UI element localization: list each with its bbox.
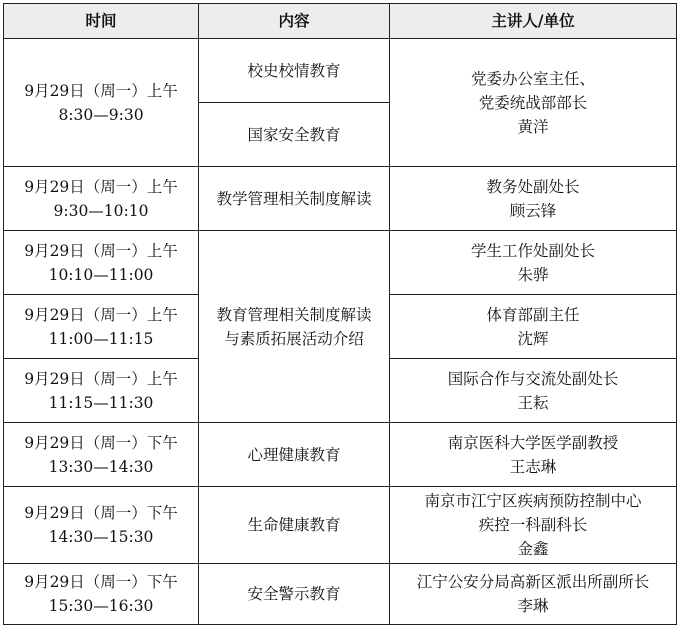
time-range-text: 14:30—15:30 bbox=[48, 528, 154, 546]
time-cell bbox=[4, 564, 199, 625]
speaker-name: 顾云锋 bbox=[509, 201, 557, 220]
content-text: 生命健康教育 bbox=[247, 516, 341, 534]
time-range-text: 15:30—16:30 bbox=[48, 597, 154, 615]
speaker-title: 体育部副主任 bbox=[486, 305, 580, 324]
time-cell bbox=[4, 423, 199, 487]
speaker-title: 国际合作与交流处副处长 bbox=[447, 369, 619, 388]
time-range-text: 9:30—10:10 bbox=[53, 201, 149, 220]
speaker-name: 朱骅 bbox=[517, 265, 549, 284]
speaker-cell bbox=[390, 295, 677, 359]
time-range-text: 11:15—11:30 bbox=[48, 393, 154, 412]
time-range-text: 13:30—14:30 bbox=[48, 457, 154, 476]
speaker-cell bbox=[390, 359, 677, 423]
header-time: 时间 bbox=[4, 4, 199, 39]
content-cell bbox=[199, 167, 390, 231]
content-text: 国家安全教育 bbox=[247, 125, 341, 144]
content-cell bbox=[199, 39, 390, 103]
header-content: 内容 bbox=[199, 4, 390, 39]
content-text: 校史校情教育 bbox=[247, 61, 341, 80]
content-text: 与素质拓展活动介绍 bbox=[224, 329, 364, 348]
table-row bbox=[4, 564, 677, 625]
speaker-title: 教务处副处长 bbox=[486, 177, 580, 196]
table-row bbox=[4, 423, 677, 487]
speaker-cell bbox=[390, 39, 677, 167]
date-text: 9月29日（周一）上午 bbox=[24, 81, 178, 100]
speaker-cell bbox=[390, 231, 677, 295]
table-row bbox=[4, 39, 677, 103]
date-text: 9月29日（周一）上午 bbox=[24, 305, 178, 324]
speaker-name: 黄洋 bbox=[517, 117, 549, 136]
speaker-title: 江宁公安分局高新区派出所副所长 bbox=[416, 573, 650, 591]
table-row bbox=[4, 231, 677, 295]
speaker-cell bbox=[390, 487, 677, 564]
table-row bbox=[4, 167, 677, 231]
content-text: 教学管理相关制度解读 bbox=[216, 189, 372, 208]
date-text: 9月29日（周一）上午 bbox=[24, 177, 178, 196]
content-cell bbox=[199, 487, 390, 564]
schedule-table bbox=[3, 3, 677, 625]
date-text: 9月29日（周一）上午 bbox=[24, 241, 178, 260]
speaker-title: 党委统战部部长 bbox=[478, 93, 588, 112]
time-range-text: 8:30—9:30 bbox=[58, 105, 144, 124]
header-row bbox=[4, 4, 677, 39]
content-text: 安全警示教育 bbox=[247, 585, 341, 603]
speaker-name: 李琳 bbox=[517, 597, 549, 615]
content-text: 心理健康教育 bbox=[247, 445, 341, 464]
speaker-name: 金鑫 bbox=[517, 540, 549, 558]
table-row bbox=[4, 487, 677, 564]
date-text: 9月29日（周一）上午 bbox=[24, 369, 178, 388]
speaker-title: 党委办公室主任、 bbox=[470, 69, 595, 88]
speaker-cell bbox=[390, 564, 677, 625]
time-cell bbox=[4, 487, 199, 564]
speaker-cell bbox=[390, 423, 677, 487]
time-cell bbox=[4, 231, 199, 295]
speaker-cell bbox=[390, 167, 677, 231]
speaker-name: 沈辉 bbox=[517, 329, 549, 348]
speaker-title: 南京医科大学医学副教授 bbox=[447, 433, 619, 452]
time-cell bbox=[4, 39, 199, 167]
speaker-title: 疾控一科副科长 bbox=[478, 516, 588, 534]
speaker-name: 王志琳 bbox=[509, 457, 557, 476]
content-cell bbox=[199, 564, 390, 625]
time-range-text: 10:10—11:00 bbox=[48, 265, 154, 284]
content-cell bbox=[199, 231, 390, 423]
time-range-text: 11:00—11:15 bbox=[48, 329, 154, 348]
time-cell bbox=[4, 167, 199, 231]
time-cell bbox=[4, 295, 199, 359]
date-text: 9月29日（周一）下午 bbox=[24, 573, 178, 591]
date-text: 9月29日（周一）下午 bbox=[24, 433, 178, 452]
header-speaker: 主讲人/单位 bbox=[390, 4, 677, 39]
speaker-name: 王耘 bbox=[517, 393, 549, 412]
speaker-title: 学生工作处副处长 bbox=[470, 241, 595, 260]
content-cell bbox=[199, 103, 390, 167]
speaker-title: 南京市江宁区疾病预防控制中心 bbox=[424, 492, 642, 510]
date-text: 9月29日（周一）下午 bbox=[24, 504, 178, 522]
time-cell bbox=[4, 359, 199, 423]
content-cell bbox=[199, 423, 390, 487]
content-text: 教育管理相关制度解读 bbox=[216, 305, 372, 324]
